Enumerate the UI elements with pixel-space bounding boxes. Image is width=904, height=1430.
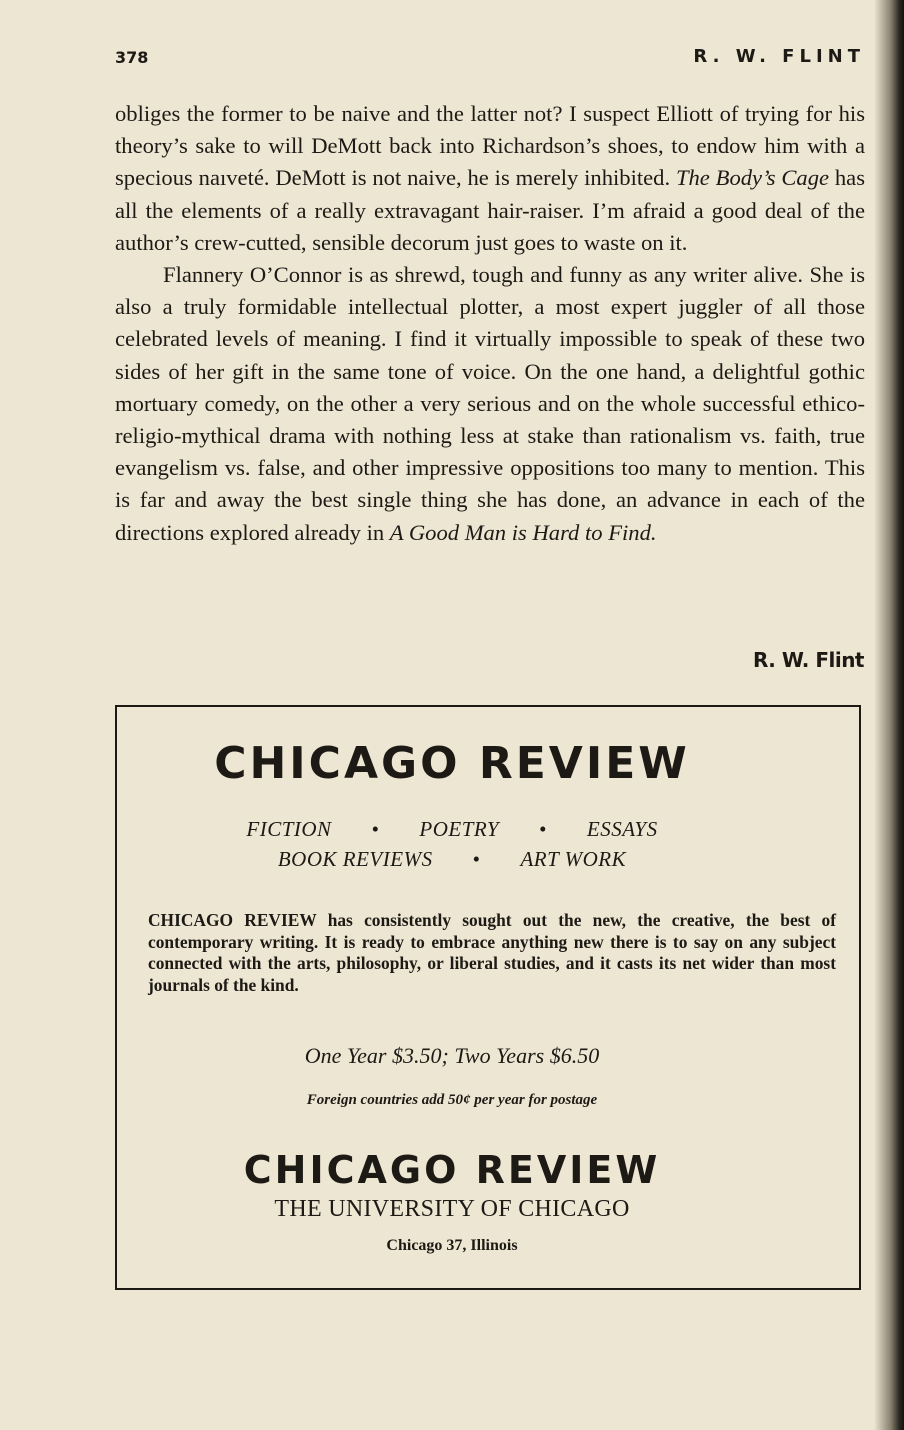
- category-book-reviews: BOOK REVIEWS: [277, 847, 433, 871]
- bullet-icon: •: [472, 847, 481, 871]
- ad-title: CHICAGO REVIEW: [214, 738, 690, 789]
- running-head: R. W. FLINT: [693, 46, 865, 67]
- category-poetry: POETRY: [419, 817, 500, 841]
- university-name: THE UNIVERSITY OF CHICAGO: [274, 1196, 630, 1222]
- book-title-good-man: A Good Man is Hard to Find.: [389, 519, 657, 545]
- address: Chicago 37, Illinois: [386, 1237, 518, 1254]
- category-fiction: FICTION: [246, 817, 332, 841]
- page-number: 378: [115, 48, 149, 67]
- article-body: [115, 98, 865, 549]
- paragraph-1: obliges the former to be naive and the latter not? I suspect Elliott of trying for his theory’s sake to will DeMott back into Richardson’s shoes, to endow him with a specious naıveté. DeMott is not naive, he is merely inhibited. The Body’s Cage has all the elements of a really extravagant hair-raiser. I’m afraid a good deal of the author’s crew-cutted, sensible decorum just goes to waste on it.: [115, 101, 865, 255]
- category-essays: ESSAYS: [586, 817, 658, 841]
- book-title-bodys-cage: The Body’s Cage: [675, 165, 830, 191]
- category-art-work: ART WORK: [520, 847, 627, 871]
- category-line-2: [0, 847, 904, 872]
- page-header: [115, 40, 865, 70]
- subscription-price: One Year $3.50; Two Years $6.50: [304, 1043, 600, 1068]
- author-signature: R. W. Flint: [753, 648, 864, 672]
- bullet-icon: •: [539, 817, 547, 841]
- category-line-1: [0, 817, 904, 842]
- ad-description: CHICAGO REVIEW has consistently sought out the new, the creative, the best of contemporary writing. It is ready to embrace anything new there is to say on any subject connected with the arts, philosophy, or liberal studies, and it casts its net wider than most journals of the kind.: [148, 910, 836, 995]
- paragraph-2: Flannery O’Connor is as shrewd, tough and funny as any writer alive. She is also a truly formidable intellectual plotter, a most expert juggler of all those celebrated levels of meaning. I find it virtually impossible to speak of these two sides of her gift in the same tone of voice. On the one hand, a delightful gothic mortuary comedy, on the other a very serious and on the whole successful ethico-religio-mythical drama with nothing less at stake than rationalism vs. faith, true evangelism vs. false, and other impressive oppositions too many to mention. This is far and away the best single thing she has done, an advance in each of the directions explored already in A Good Man is Hard to Find.: [115, 262, 865, 545]
- foreign-postage-note: Foreign countries add 50¢ per year for postage: [306, 1092, 598, 1108]
- ad-title-bottom: CHICAGO REVIEW: [243, 1148, 661, 1192]
- bullet-icon: •: [371, 817, 380, 841]
